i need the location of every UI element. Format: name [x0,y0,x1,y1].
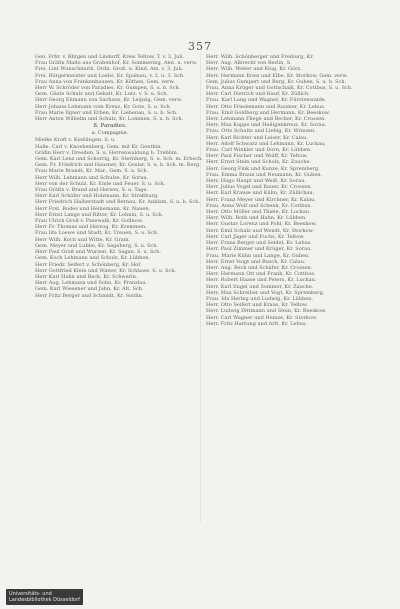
register-entry: Herr. Carl Wagner und Heinze, Kr. Storkow. [206,314,318,321]
register-entry: Gräfin Herr v. Dresden, S. u. Herrenwaldung b. Trebbin. [35,149,179,156]
left-entries-bottom [35,137,203,299]
register-entry: Frau Marie Ilgner und Erben, Kr. Liebenau, S. u. b. Sch. [35,109,178,116]
register-entry: Frau Gräfin Malte aus Grabenhof, Kr. Sommering, Amt. u. verw. [35,60,198,67]
page-number: 357 [188,40,212,53]
register-entry: Herr. Franz Meyer und Kirchner, Kr. Kalau. [206,196,316,203]
register-entry: Frau. Emil Goldberg und Hermann, Kr. Beeskow. [206,109,331,116]
register-entry: Herr. Adolf Schwarz und Lehmann, Kr. Luckau. [206,140,326,147]
register-entry: Herr. Wilh. Roth und Hahn, Kr. Lübben. [206,215,307,222]
register-entry: Gem. Meyer und Lubbe, Kr. Segeberg, S. u. Sch. [35,242,159,249]
register-entry: Herr Karl Hahn und Beck, Kr. Schwerin. [35,273,138,280]
register-entry: Herr. Franz Berger und Seidel, Kr. Lebus. [206,240,312,247]
register-entry: Herr Johann Lehmann vom Kreuz, Kr. Gote, S. u. Sch. [35,103,172,110]
left-column [35,54,203,299]
register-entry: Frau Anna von Frankenhausen, Kr. Köthen, Gem. verw. [35,78,175,85]
register-entry: Herr. Otto Seifert und Kraus, Kr. Teltow. [206,302,309,309]
register-entry: Herr Fr. Thomas und Herzog, Kr. Kremmen. [35,224,147,231]
register-entry: Herr Karl Schäfer und Holzmann, Kr. Straßburg. [35,193,159,200]
right-column [206,54,356,327]
register-entry: Herr. Ludwig Dittmann und Stein, Kr. Beeskow. [206,308,327,315]
library-watermark [6,589,83,605]
register-entry: Herr Georg Ehmann von Sachsen, Kr. Leipzig, Gem. verw. [35,97,183,104]
register-entry: Herr. Robert Haase und Peters, Kr. Luckau. [206,277,317,284]
register-entry: Herr. Carl Dietrich und Hauf, Kr. Züllich. [206,91,310,98]
register-entry: Herr. Georg Fink und Kunze, Kr. Spremberg. [206,165,320,172]
register-entry: Herr Frst. Rodes und Heinemann, Kr. Nauen. [35,205,151,212]
register-entry: Herr. Otto Friedemann und Raumer, Kr. Lebus. [206,103,326,110]
register-entry: Herr Ernst Lange und Ritter, Kr. Lehnin, S. u. Sch. [35,211,164,218]
register-entry: Herr Anton Wilhelm und Schulz, Kr. Lommen, S. u. b. Sch. [35,116,184,123]
register-entry: Herr. Wilh. Schönberger und Freiburg, Kr. [206,54,314,60]
register-entry: Frau. Emma Braun und Neumann, Kr. Guben. [206,171,323,178]
register-entry: Herr Wilh. Koch und Witte, Kr. Gram. [35,236,131,243]
register-entry: Herr. Ernst Voigt und Busch, Kr. Calau. [206,258,306,265]
register-entry: Herr Fritz Berger und Schmidt, Kr. Soldin. [35,292,144,299]
register-entry: Frei. Lint Wunschmuth, Ordn. Groß. u. Kind. Am. v. 3. Juli. [35,66,184,73]
register-entry: Herr. Aug. Beck und Schäfer, Kr. Crossen. [206,264,313,271]
register-entry: Herr W. Schröder von Paradies, Kr. Gumpen, S. u. b. Sch. [35,85,181,92]
register-entry: Herr. Paul Zimmer und Krüger, Kr. Sorau. [206,246,312,253]
library-name-line2: Landesbibliothek Düsseldorf [9,597,80,603]
register-entry: Frau Ida Loewe und Stadt, Kr. Treuen, S. u. Sch. [35,230,159,237]
register-entry: Herr. Paul Fischer und Wolff, Kr. Teltow. [206,153,308,160]
register-entry: Gem. Julius Gumpert und Berg, Kr. Guben, S. u. b. Sch. [206,78,347,85]
register-entry: Herr. Ernst Stein und Scholz, Kr. Zauche. [206,159,312,166]
register-entry: Herr Gottfried Klein und Winter, Kr. Schlawe, S. u. Sch. [35,267,177,274]
register-entry: Frau. Ida Hering und Ludwig, Kr. Lübben. [206,295,313,302]
register-entry: Gem. Karl Lenz und Schorrig, Kr. Sternberg, S. u. Sch. m. Erbsch. [35,156,203,163]
register-entry: Frau Gräfin v. Brand und Hersen, S. u. Tage. [35,187,148,194]
register-entry: Herr. Karl Engel und Sommer, Kr. Zauche. [206,283,314,290]
column-divider [200,52,201,522]
register-entry: Herr. Hermann Kreis und Elbe, Kr. Storkow, Gem. verw. [206,72,348,79]
register-entry: Frau Marie Brandt, Kr. Mar., Gem. S. u. Sch. [35,168,149,175]
section-subheading: a. Compagnie. [91,130,129,137]
register-entry: Frau. Anna Wolf und Schenk, Kr. Cottbus. [206,202,312,209]
register-entry: Herr. Carl Jäger und Fuchs, Kr. Teltow. [206,233,305,240]
register-entry: Herr. Fritz Hartung und Arlt, Kr. Lebus. [206,320,308,327]
register-entry: Herr. Karl Richter und Leiser, Kr. Calau. [206,134,308,141]
register-entry: Frei. Bürgermeister und Loebs, Kr. Spalnau, v. 2. u. 3. Sch. [35,72,185,79]
register-entry: Herr. Hugo Haupt und Weiß, Kr. Sorau. [206,178,306,185]
register-entry: Herr. Julius Vogel und Bauer, Kr. Crossen. [206,184,313,191]
register-entry: Herr Friedrich Halberstadt und Bernau, Kr. Anklam, S. u. b. Sch. [35,199,200,206]
register-entry: Frau. Anna Krüger und Gottschalk, Kr. Cottbus, S. u. Sch. [206,85,353,92]
register-entry: Herr. Karl Krause und Kühn, Kr. Züllichau. [206,190,315,197]
register-entry: Herr. Hermann Ott und Frank, Kr. Cottbus. [206,271,316,278]
section-heading: 8. Paradies. [93,123,127,130]
register-entry: Herr. Wilh. Weber und Klug, Kr. Görz. [206,66,302,73]
right-entries [206,54,356,327]
register-entry: Herr. Gustav Lorenz und Pohl, Kr. Beeskow. [206,221,317,228]
register-entry: Gem. Karl Wiesener und Jahn, Kr. Alt. Sch. [35,286,144,293]
register-entry: Gem. Koch Lehmann und Schulz, Kr. Lübben. [35,255,151,262]
register-entry: Herr. Max Kappe und Heiligenkreuz, Kr. Sorau. [206,122,327,129]
register-entry: Gen. Frhr. v. Rhtgen und Lindorff, Kreis Teltow, T. v. 3. Juli. [35,54,185,60]
library-name-line1: Universitäts- und [9,591,52,597]
left-entries-top [35,54,198,123]
register-entry: Herr Aug. Lehmann und Sohn, Kr. Prenzlau. [35,280,148,287]
register-entry: Herr. Lehmann Fliege und Becker, Kr. Crossen. [206,116,326,123]
register-entry: Halle. Carl v. Knoebenberg, Gem. mit Kr. Genthin. [35,143,163,150]
register-entry: Gem. Gäste Schulz und Gehalt, Kr. Lutz. v. S. u. Sch. [35,91,169,98]
register-entry: Frau. Carl Winkler und Dorn, Kr. Lübben. [206,147,312,154]
register-entry: Herr. Emil Schulz und Wendt, Kr. Storkow. [206,227,314,234]
register-entry: Herr. Otto Möller und Thiele, Kr. Luckau. [206,209,311,216]
register-entry: Herr Paul Groß und Wurzen, Kr. Sagan, S. u. Sch. [35,249,161,256]
register-entry: Herr von der Schulz, Kr. Ende und Feuer, S. u. Sch. [35,180,166,187]
register-entry: Gem. Fr. Friedrich und Hausner, Kr. Goslar, S. u. b. Sch. m. Berg. [35,162,201,169]
register-entry: Frau Ulrich Groß v. Pasewalk, Kr. Gollnow. [35,218,143,225]
register-entry: Frau. Karl Lang und Wagner, Kr. Fürstenwalde. [206,97,327,104]
register-entry: Frau. Otto Schultz und Liebig, Kr. Wriezen. [206,128,316,135]
register-entry: Frau. Marie Kühn und Lange, Kr. Guben. [206,252,310,259]
register-entry: Herr. Max Schreiber und Vogt, Kr. Spremberg. [206,289,325,296]
register-entry: Herr. Aug. Albrecht von Berlin, S. [206,60,292,67]
register-entry: Mielke Kraft v. Kießlingen. S. u. [35,137,116,144]
register-entry: Herr Friedr. Seifert v. Schönberg, Kr. Hof. [35,261,142,268]
register-entry: Herr Wilh. Lehmann und Schulze, Kr. Sorau. [35,174,149,181]
